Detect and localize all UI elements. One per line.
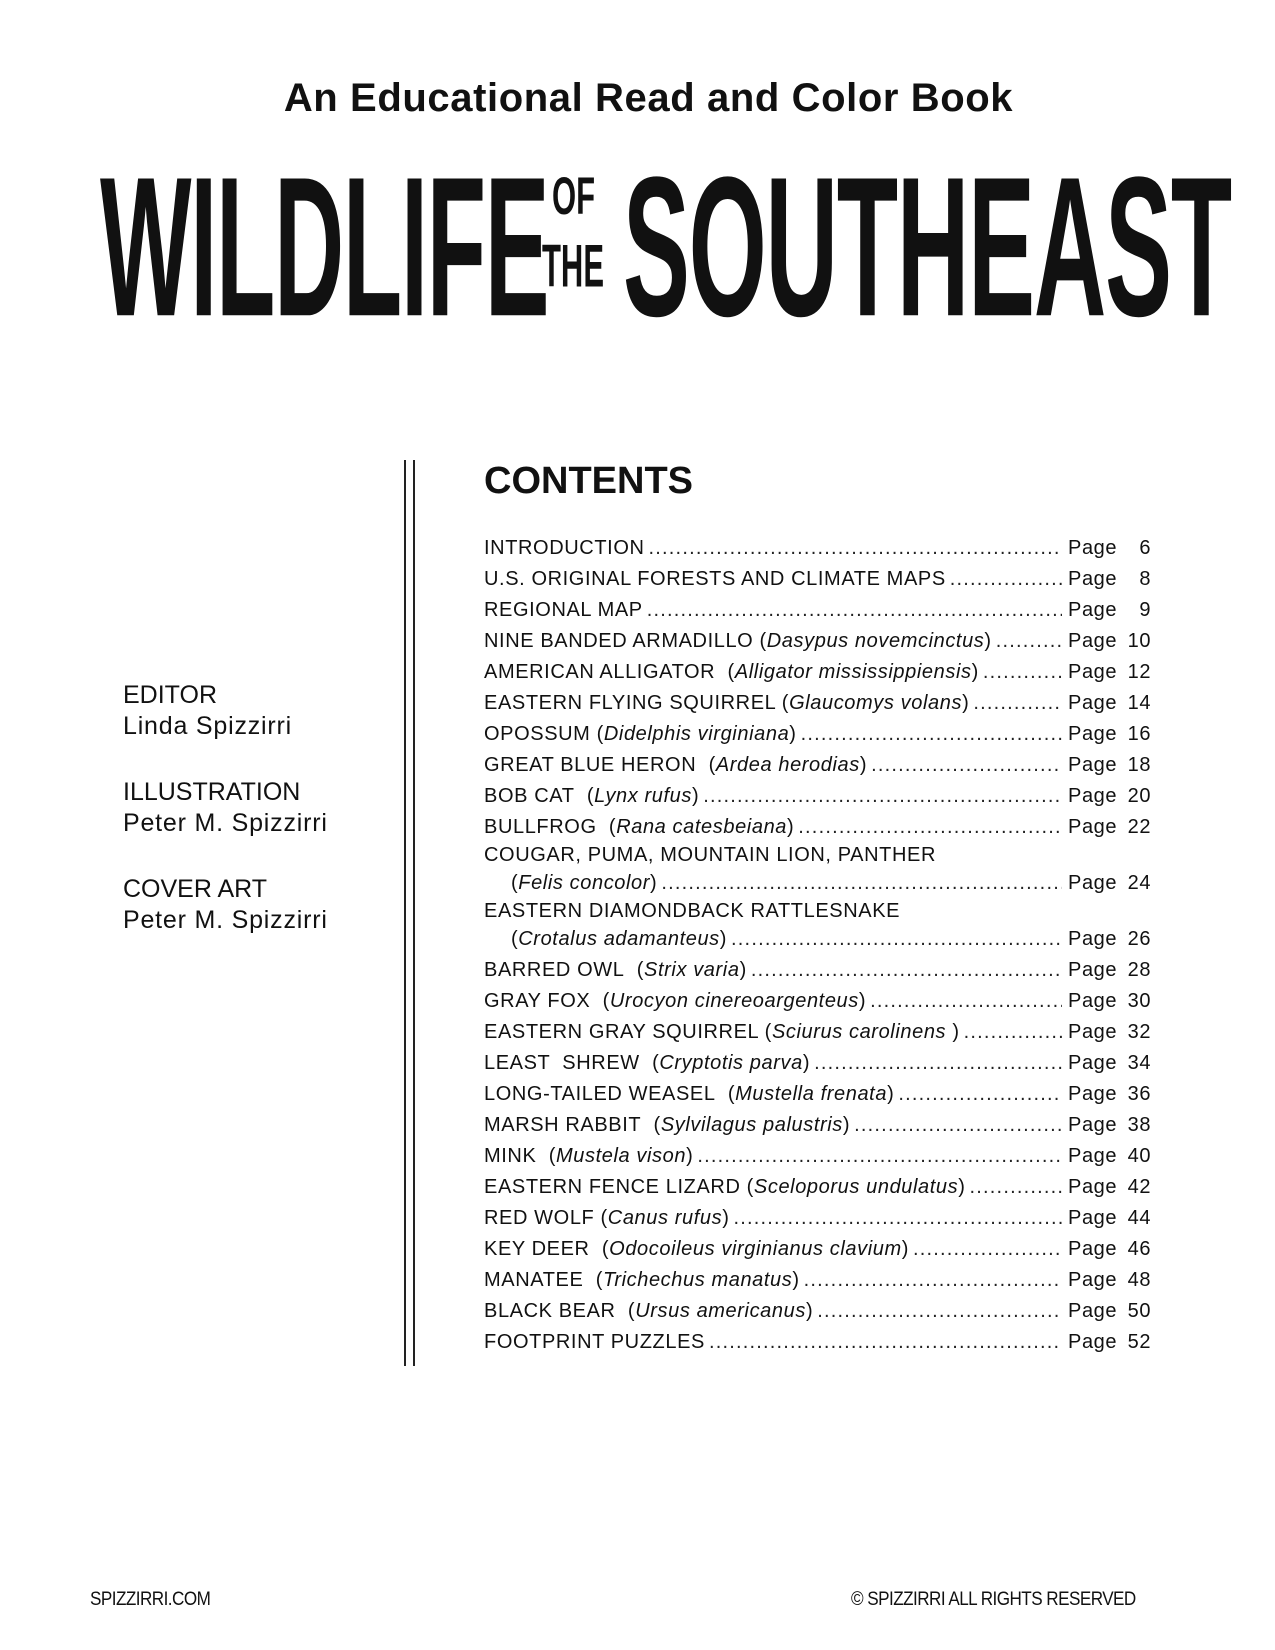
footer-copyright: © SPIZZIRRI ALL RIGHTS RESERVED xyxy=(851,1589,1136,1610)
credit-role: ILLUSTRATION xyxy=(123,778,301,806)
toc-entry-black-bear[interactable] xyxy=(484,1296,1164,1327)
dot-leader xyxy=(970,1172,1062,1203)
dot-leader xyxy=(703,781,1062,812)
toc-page: Page 16 xyxy=(1068,723,1152,745)
toc-page: Page 32 xyxy=(1068,1021,1152,1043)
dot-leader xyxy=(649,533,1062,564)
toc-title: BLACK BEAR (Ursus americanus) xyxy=(484,1300,814,1322)
dot-leader xyxy=(817,1296,1062,1327)
toc-entry-gray-squirrel[interactable] xyxy=(484,1017,1164,1048)
dot-leader xyxy=(996,626,1062,657)
toc-title: U.S. ORIGINAL FORESTS AND CLIMATE MAPS xyxy=(484,568,946,590)
toc-page: Page 26 xyxy=(1068,928,1152,950)
title-the: THE xyxy=(542,232,604,300)
dot-leader xyxy=(798,812,1062,843)
toc-page: Page 36 xyxy=(1068,1083,1152,1105)
footer-website: SPIZZIRRI.COM xyxy=(90,1589,211,1610)
toc-title: KEY DEER (Odocoileus virginianus clavium) xyxy=(484,1238,910,1260)
dot-leader xyxy=(731,924,1062,955)
dot-leader xyxy=(973,688,1062,719)
toc-title: BULLFROG (Rana catesbeiana) xyxy=(484,816,795,838)
toc-entry-rattlesnake-heading[interactable] xyxy=(484,899,1164,924)
dot-leader xyxy=(983,657,1062,688)
toc-title: BOB CAT (Lynx rufus) xyxy=(484,785,700,807)
toc-page: Page 50 xyxy=(1068,1300,1152,1322)
toc-title: LONG-TAILED WEASEL (Mustella frenata) xyxy=(484,1083,895,1105)
dot-leader xyxy=(804,1265,1062,1296)
toc-page: Page 20 xyxy=(1068,785,1152,807)
toc-title: BARRED OWL (Strix varia) xyxy=(484,959,747,981)
dot-leader xyxy=(814,1048,1062,1079)
dot-leader xyxy=(709,1327,1062,1358)
toc-title: FOOTPRINT PUZZLES xyxy=(484,1331,705,1353)
toc-page: Page 8 xyxy=(1068,568,1152,590)
toc-page: Page 30 xyxy=(1068,990,1152,1012)
dot-leader xyxy=(801,719,1062,750)
toc-title: GREAT BLUE HERON (Ardea herodias) xyxy=(484,754,868,776)
toc-entry-regional-map[interactable] xyxy=(484,595,1164,626)
toc-entry-gray-fox[interactable] xyxy=(484,986,1164,1017)
toc-title: MINK (Mustela vison) xyxy=(484,1145,694,1167)
toc-title: EASTERN FLYING SQUIRREL (Glaucomys volans) xyxy=(484,692,970,714)
toc-title: (Felis concolor) xyxy=(511,872,658,894)
toc-title: EASTERN GRAY SQUIRREL (Sciurus carolinens ) xyxy=(484,1021,960,1043)
credit-editor xyxy=(123,680,328,742)
toc-title: EASTERN DIAMONDBACK RATTLESNAKE xyxy=(484,900,901,922)
toc-entry-barred-owl[interactable] xyxy=(484,955,1164,986)
toc-page: Page 24 xyxy=(1068,872,1152,894)
toc-title: GRAY FOX (Urocyon cinereoargenteus) xyxy=(484,990,867,1012)
credit-illustration xyxy=(123,777,328,839)
toc-entry-manatee[interactable] xyxy=(484,1265,1164,1296)
toc-page: Page 22 xyxy=(1068,816,1152,838)
credit-cover-art xyxy=(123,874,328,936)
toc-title: MARSH RABBIT (Sylvilagus palustris) xyxy=(484,1114,851,1136)
dot-leader xyxy=(871,750,1062,781)
toc-entry-introduction[interactable] xyxy=(484,533,1164,564)
dot-leader xyxy=(647,595,1062,626)
toc-entry-footprint-puzzles[interactable] xyxy=(484,1327,1164,1358)
toc-title: COUGAR, PUMA, MOUNTAIN LION, PANTHER xyxy=(484,844,937,866)
toc-entry-marsh-rabbit[interactable] xyxy=(484,1110,1164,1141)
toc-title: AMERICAN ALLIGATOR (Alligator mississippiensis) xyxy=(484,661,979,683)
dot-leader xyxy=(661,868,1062,899)
toc-page: Page 52 xyxy=(1068,1331,1152,1353)
toc-title: REGIONAL MAP xyxy=(484,599,643,621)
toc-entry-mink[interactable] xyxy=(484,1141,1164,1172)
toc-entry-armadillo[interactable] xyxy=(484,626,1164,657)
toc-title: RED WOLF (Canus rufus) xyxy=(484,1207,730,1229)
toc-title: LEAST SHREW (Cryptotis parva) xyxy=(484,1052,811,1074)
toc-entry-bullfrog[interactable] xyxy=(484,812,1164,843)
credit-role: COVER ART xyxy=(123,875,268,903)
toc-page: Page 34 xyxy=(1068,1052,1152,1074)
credit-role: EDITOR xyxy=(123,681,217,709)
toc-entry-least-shrew[interactable] xyxy=(484,1048,1164,1079)
toc-page: Page 28 xyxy=(1068,959,1152,981)
toc-page: Page 18 xyxy=(1068,754,1152,776)
toc-entry-red-wolf[interactable] xyxy=(484,1203,1164,1234)
toc-entry-bobcat[interactable] xyxy=(484,781,1164,812)
toc-page: Page 44 xyxy=(1068,1207,1152,1229)
table-of-contents xyxy=(484,533,1164,1358)
toc-page: Page 14 xyxy=(1068,692,1152,714)
dot-leader xyxy=(898,1079,1062,1110)
toc-page: Page 9 xyxy=(1068,599,1152,621)
toc-page: Page 40 xyxy=(1068,1145,1152,1167)
credit-name: Peter M. Spizzirri xyxy=(123,809,328,837)
dot-leader xyxy=(950,564,1062,595)
toc-title: NINE BANDED ARMADILLO (Dasypus novemcinctus) xyxy=(484,630,992,652)
credits xyxy=(123,680,328,971)
title-of: OF xyxy=(552,166,596,226)
credit-name: Peter M. Spizzirri xyxy=(123,906,328,934)
toc-title: MANATEE (Trichechus manatus) xyxy=(484,1269,800,1291)
toc-entry-forests-maps[interactable] xyxy=(484,564,1164,595)
toc-entry-weasel[interactable] xyxy=(484,1079,1164,1110)
toc-entry-flying-squirrel[interactable] xyxy=(484,688,1164,719)
dot-leader xyxy=(854,1110,1062,1141)
toc-title: (Crotalus adamanteus) xyxy=(511,928,728,950)
toc-page: Page 38 xyxy=(1068,1114,1152,1136)
toc-entry-key-deer[interactable] xyxy=(484,1234,1164,1265)
dot-leader xyxy=(964,1017,1062,1048)
dot-leader xyxy=(913,1234,1062,1265)
dot-leader xyxy=(751,955,1062,986)
book-subtitle: An Educational Read and Color Book xyxy=(283,76,1014,120)
toc-page: Page 46 xyxy=(1068,1238,1152,1260)
toc-entry-opossum[interactable] xyxy=(484,719,1164,750)
toc-page: Page 6 xyxy=(1068,537,1152,559)
toc-title: OPOSSUM (Didelphis virginiana) xyxy=(484,723,797,745)
toc-entry-fence-lizard[interactable] xyxy=(484,1172,1164,1203)
toc-entry-cougar[interactable] xyxy=(484,868,1164,899)
title-southeast: SOUTHEAST xyxy=(623,136,1231,359)
toc-page: Page 12 xyxy=(1068,661,1152,683)
toc-entry-cougar-heading[interactable] xyxy=(484,843,1164,868)
toc-page: Page 42 xyxy=(1068,1176,1152,1198)
toc-title: EASTERN FENCE LIZARD (Sceloporus undulatus) xyxy=(484,1176,966,1198)
title-wildlife: WILDLIFE xyxy=(100,136,549,359)
toc-page: Page 48 xyxy=(1068,1269,1152,1291)
toc-page: Page 10 xyxy=(1068,630,1152,652)
toc-title: INTRODUCTION xyxy=(484,537,645,559)
dot-leader xyxy=(870,986,1062,1017)
toc-entry-alligator[interactable] xyxy=(484,657,1164,688)
dot-leader xyxy=(697,1141,1062,1172)
toc-entry-rattlesnake[interactable] xyxy=(484,924,1164,955)
contents-heading: CONTENTS xyxy=(484,460,693,502)
double-vertical-divider xyxy=(404,460,415,1366)
dot-leader xyxy=(733,1203,1062,1234)
credit-name: Linda Spizzirri xyxy=(123,712,293,740)
toc-entry-heron[interactable] xyxy=(484,750,1164,781)
